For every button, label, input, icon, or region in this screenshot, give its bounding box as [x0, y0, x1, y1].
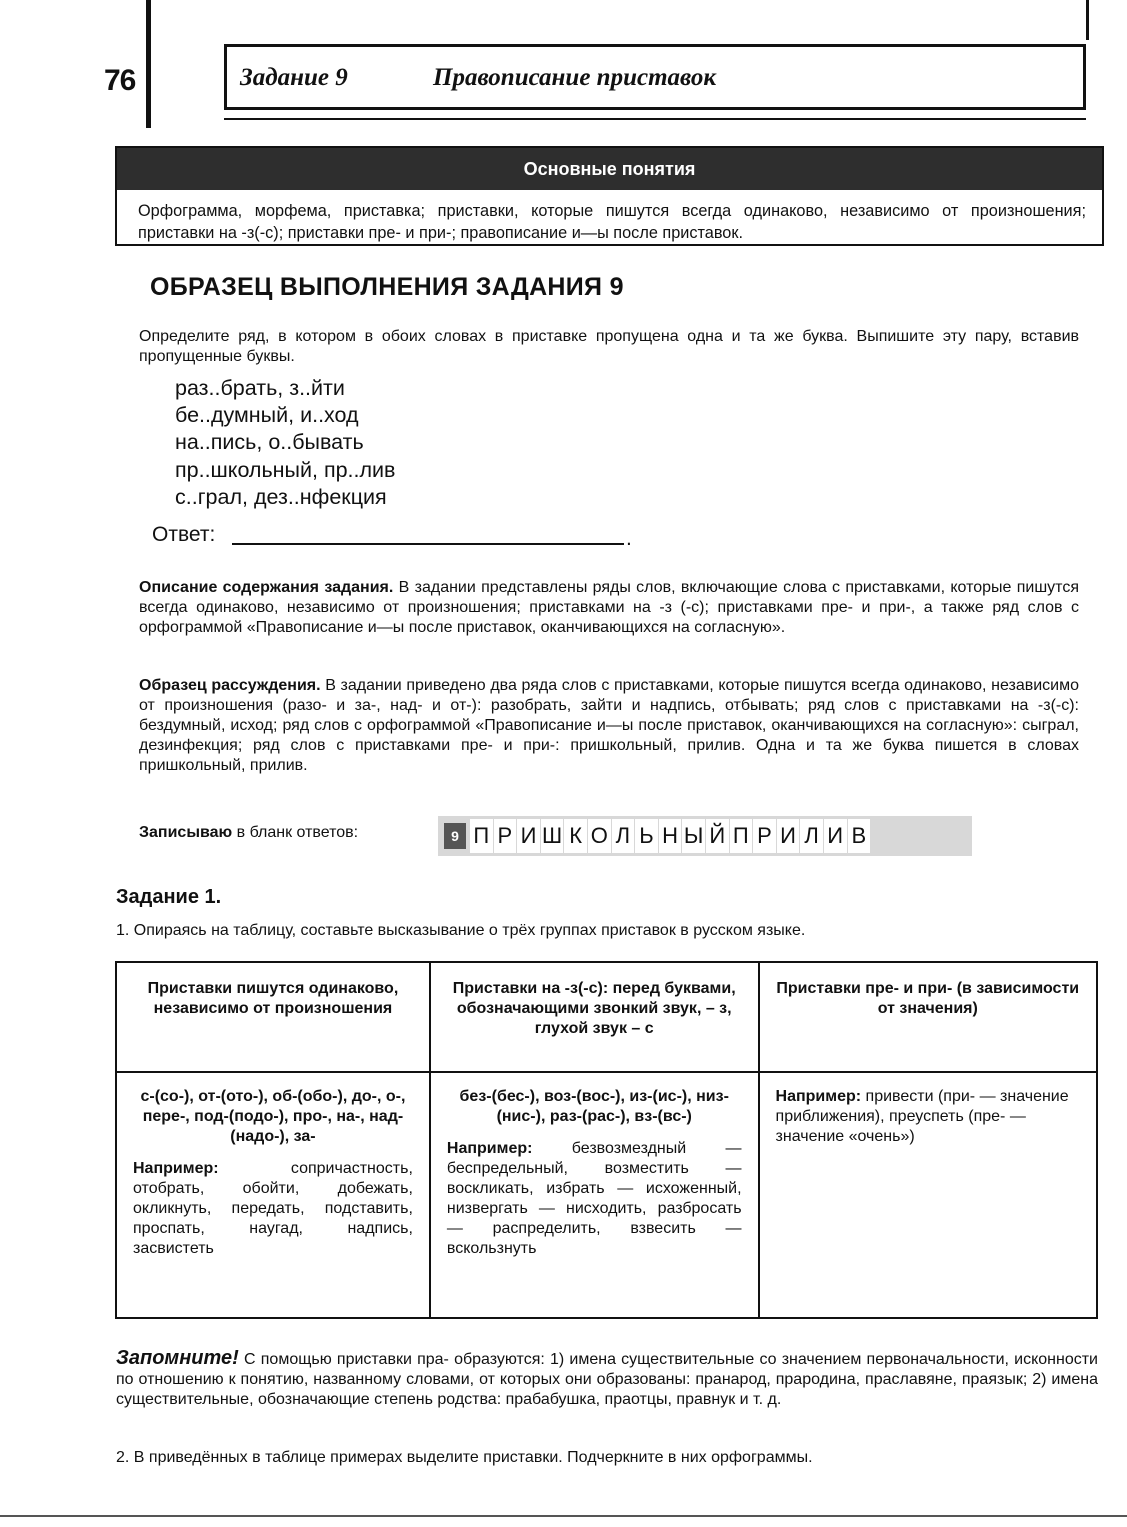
answer-label: Ответ: [152, 523, 216, 546]
header-task-label: Задание 9 [240, 64, 348, 91]
bottom-rule [0, 1515, 1127, 1517]
form-cell: П [730, 819, 753, 853]
table-header: Приставки пре- и при- (в зависимости от значения) [759, 962, 1097, 1072]
sample-title: ОБРАЗЕЦ ВЫПОЛНЕНИЯ ЗАДАНИЯ 9 [150, 273, 624, 301]
word-rows [175, 375, 395, 511]
concepts-heading: Основные понятия [117, 148, 1102, 190]
answer-form [438, 816, 972, 856]
task1-title: Задание 1. [116, 886, 222, 908]
form-cell: Л [612, 819, 635, 853]
prefix-table [115, 961, 1098, 1319]
example-text: сопричастность, отобрать, обойти, добежать, окликнуть, передать, подставить, проспать, наугад, надпись, засвистеть [133, 1160, 413, 1257]
task-description [139, 578, 1079, 638]
example-lead: Например: [133, 1160, 219, 1177]
form-cell: В [848, 819, 871, 853]
example-text: привести (при- — значение приближения), преуспеть (пре- — значение «очень») [775, 1088, 1069, 1145]
remember-note [116, 1348, 1098, 1410]
word-row: раз..брать, з..йти [175, 376, 345, 400]
form-cell: И [824, 819, 847, 853]
form-cell: Н [659, 819, 682, 853]
word-row: с..грал, дез..нфекция [175, 484, 387, 509]
form-cell: Й [706, 819, 729, 853]
concepts-text: Орфограмма, морфема, приставка; приставки, которые пишутся всегда одинаково, независимо от произношения; приставки на -з(-с); приставки пре- и при-; правописание и—ы после приставок. [138, 202, 1086, 242]
record-lead: Записываю [139, 824, 233, 841]
header-title: Правописание приставок [433, 64, 717, 91]
remember-text: С помощью приставки пра- образуются: 1) имена существительные со значением первоначальности, исконности по отношению к понятию, названному словами, от которых они образованы: пранарод, прародина, праславяне, праязык; 2) имена существительные, обозначающие степень родства: прабабушка, праотцы, правнук и т. д. [116, 1351, 1098, 1408]
form-cell: Ш [541, 819, 564, 853]
word-row: на..пись, о..бывать [175, 430, 364, 455]
form-cell: П [470, 819, 493, 853]
answer-end: . [626, 527, 632, 550]
col3-example [776, 1087, 1080, 1147]
task2-text: 2. В приведённых в таблице примерах выделите приставки. Подчеркните в них орфограммы. [116, 1449, 813, 1466]
form-cell: И [517, 819, 540, 853]
margin-rule-left [146, 0, 151, 128]
reasoning-sample [139, 676, 1079, 776]
form-cell: Р [494, 819, 517, 853]
record-label [139, 824, 358, 842]
table-cell [759, 1072, 1097, 1318]
form-cell: Ь [635, 819, 658, 853]
description-text: В задании представлены ряды слов, включающие слова с приставками, которые пишутся всегда одинаково, независимо от произношения; приставками на -з (-с); приставками пре- и при-, а также ряд слов с орфограммой «Правописание и—ы после приставок, оканчивающихся на согласную». [139, 579, 1079, 636]
form-cell: Л [800, 819, 823, 853]
example-lead: Например: [446, 1140, 533, 1157]
description-lead: Описание содержания задания. [139, 579, 394, 596]
form-cell: Ы [682, 819, 705, 853]
form-cell: И [777, 819, 800, 853]
word-row: пр..школьный, пр..лив [175, 457, 396, 482]
form-cell: К [564, 819, 587, 853]
margin-rule-right [1086, 0, 1089, 40]
reasoning-lead: Образец рассуждения. [139, 677, 321, 694]
table-cell [116, 1072, 430, 1318]
table-header: Приставки пишутся одинаково, независимо от произношения [116, 962, 430, 1072]
task1-text: 1. Опираясь на таблицу, составьте высказывание о трёх группах приставок в русском языке. [116, 922, 806, 939]
col1-prefixes: с-(со-), от-(ото-), об-(обо-), до-, о-, пере-, под-(подо-), про-, на-, над-(надо-), за- [140, 1088, 406, 1145]
sample-instruction: Определите ряд, в котором в обоих словах в приставке пропущена одна и та же буква. Выпишите эту пару, вставив пропущенные буквы. [139, 328, 1079, 365]
form-cell: Р [753, 819, 776, 853]
col2-prefixes: без-(бес-), воз-(вос-), из-(ис-), низ-(нис-), раз-(рас-), вз-(вс-) [459, 1088, 729, 1125]
word-row: бе..думный, и..ход [175, 403, 359, 428]
table-header: Приставки на -з(-с): перед буквами, обозначающими звонкий звук, – з, глухой звук – с [430, 962, 759, 1072]
form-cell: О [588, 819, 611, 853]
remember-lead: Запомните! [116, 1347, 239, 1369]
table-cell [430, 1072, 759, 1318]
example-text: безвозмездный — беспредельный, возместить — воскликать, избрать — исхоженный, низвергать — нисходить, разбросать — распределить, взвесить — вскользнуть [446, 1140, 742, 1257]
page-number: 76 [104, 64, 136, 97]
record-text: в бланк ответов: [232, 824, 359, 841]
col1-example [133, 1159, 413, 1259]
form-number: 9 [444, 823, 466, 849]
col2-example [447, 1139, 742, 1259]
reasoning-text: В задании приведено два ряда слов с приставками, которые пишутся всегда одинаково, независимо от произношения (разо- и за-, над- и от-): разобрать, зайти и надпись, отбывать; ряд слов с приставками на -з(-с): бездумный, исход; ряд слов с орфограммой «Правописание и—ы после приставок, оканчивающихся на согласную»: сыграл, дезинфекция; ряд слов с приставками пре- и при-: пришкольный, прилив. Одна и та же буква пишется в словах пришкольный, прилив. [139, 677, 1079, 774]
example-lead: Например: [775, 1088, 862, 1105]
answer-line [232, 543, 624, 545]
header-underline [224, 118, 1086, 120]
